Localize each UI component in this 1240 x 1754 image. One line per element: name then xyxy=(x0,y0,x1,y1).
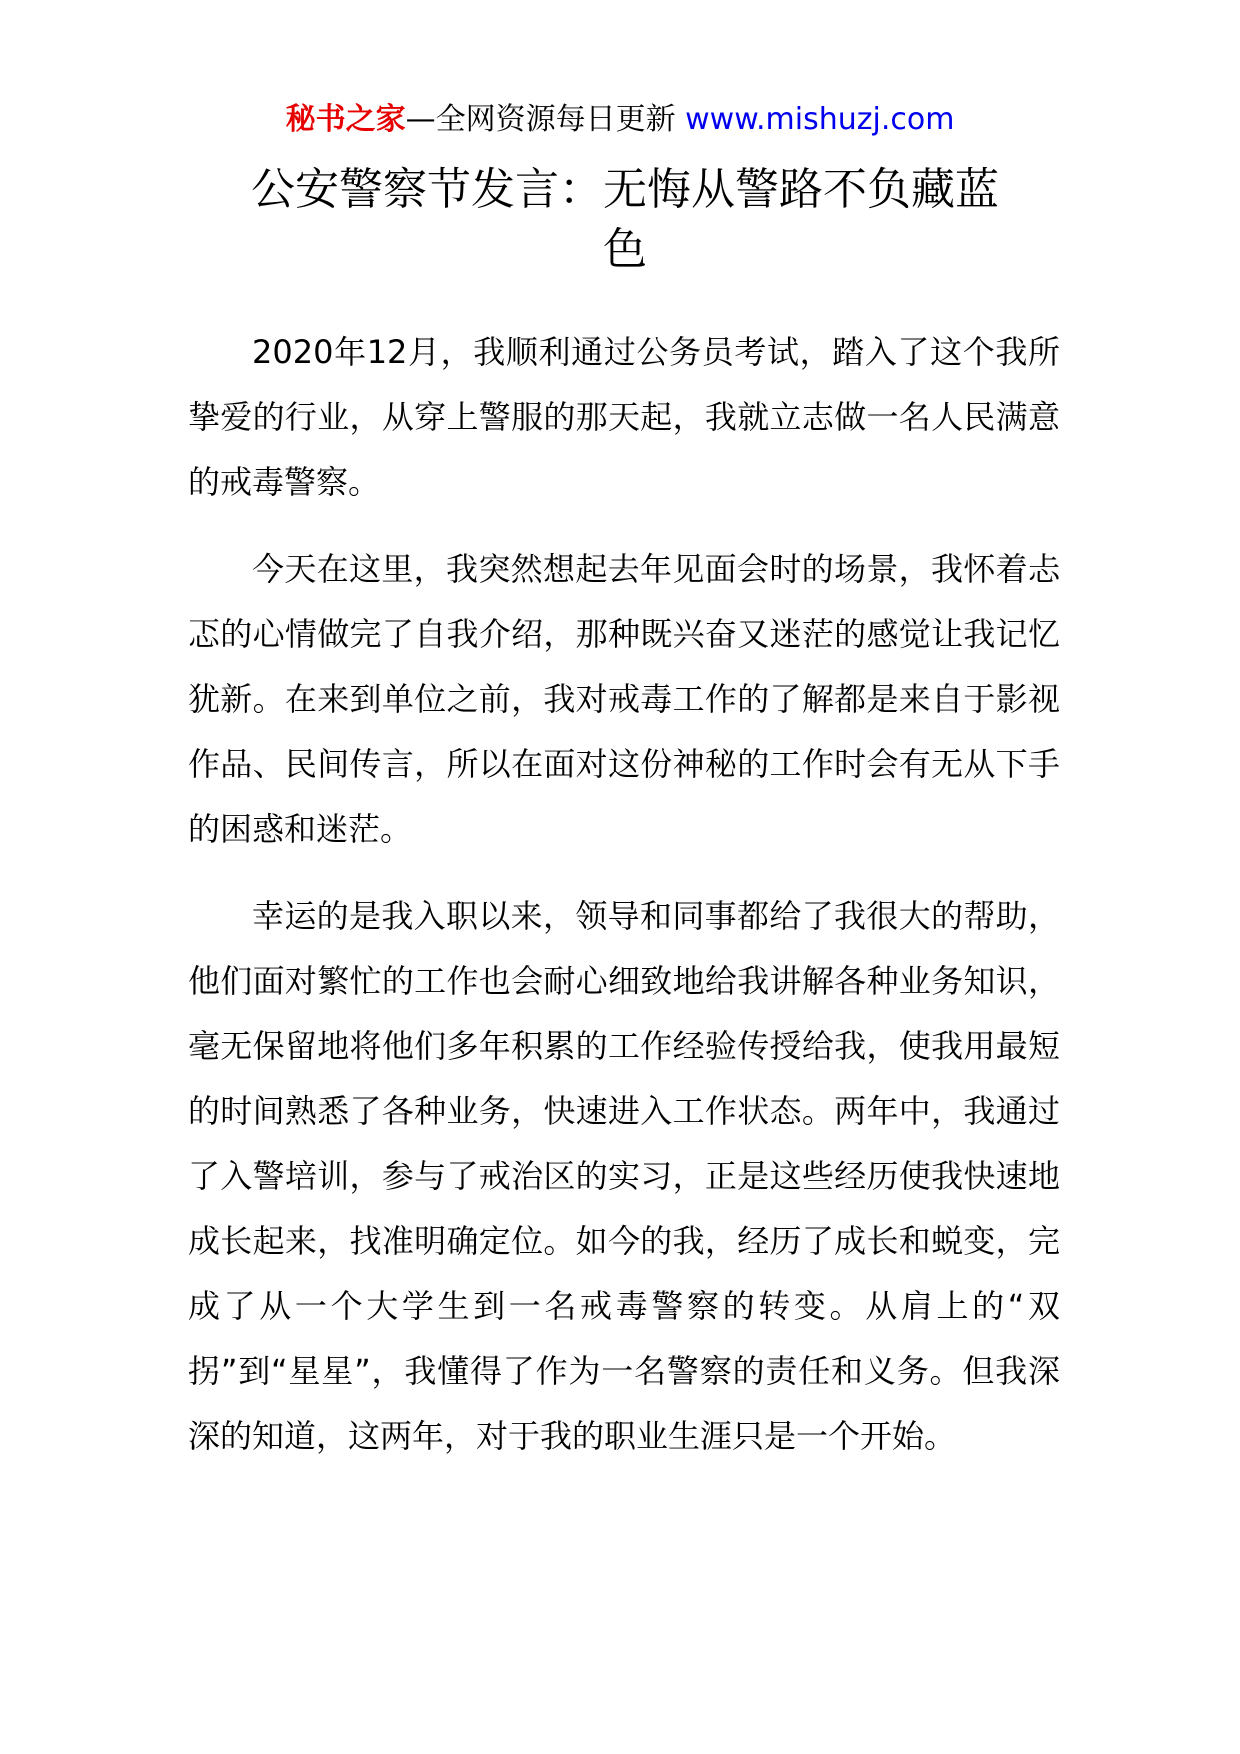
paragraph-3: 幸运的是我入职以来，领导和同事都给了我很大的帮助，他们面对繁忙的工作也会耐心细致地给我讲解各种业务知识，毫无保留地将他们多年积累的工作经验传授给我，使我用最短的时间熟悉了各种业务，快速进入工作状态。两年中，我通过了入警培训，参与了戒治区的实习，正是这些经历使我快速地成长起来，找准明确定位。如今的我，经历了成长和蜕变，完成了从一个大学生到一名戒毒警察的转变。从肩上的“双拐”到“星星”，我懂得了作为一名警察的责任和义务。但我深深的知道，这两年，对于我的职业生涯只是一个开始。 xyxy=(188,897,1060,1455)
paragraph-2: 今天在这里，我突然想起去年见面会时的场景，我怀着忐忑的心情做完了自我介绍，那种既兴奋又迷茫的感觉让我记忆犹新。在来到单位之前，我对戒毒工作的了解都是来自于影视作品、民间传言，所以在面对这份神秘的工作时会有无从下手的困惑和迷茫。 xyxy=(188,550,1060,848)
site-brand: 秘书之家 xyxy=(285,102,406,137)
document-title: 公安警察节发言：无悔从警路不负藏蓝色 xyxy=(251,164,999,275)
paragraph-1: 2020年12月，我顺利通过公务员考试，踏入了这个我所挚爱的行业，从穿上警服的那天起，我就立志做一名人民满意的戒毒警察。 xyxy=(188,333,1060,501)
document-body xyxy=(188,320,1060,1491)
site-tagline: —全网资源每日更新 xyxy=(405,102,686,137)
site-header xyxy=(0,100,1240,140)
site-url-link[interactable]: www.mishuzj.com xyxy=(685,102,955,137)
